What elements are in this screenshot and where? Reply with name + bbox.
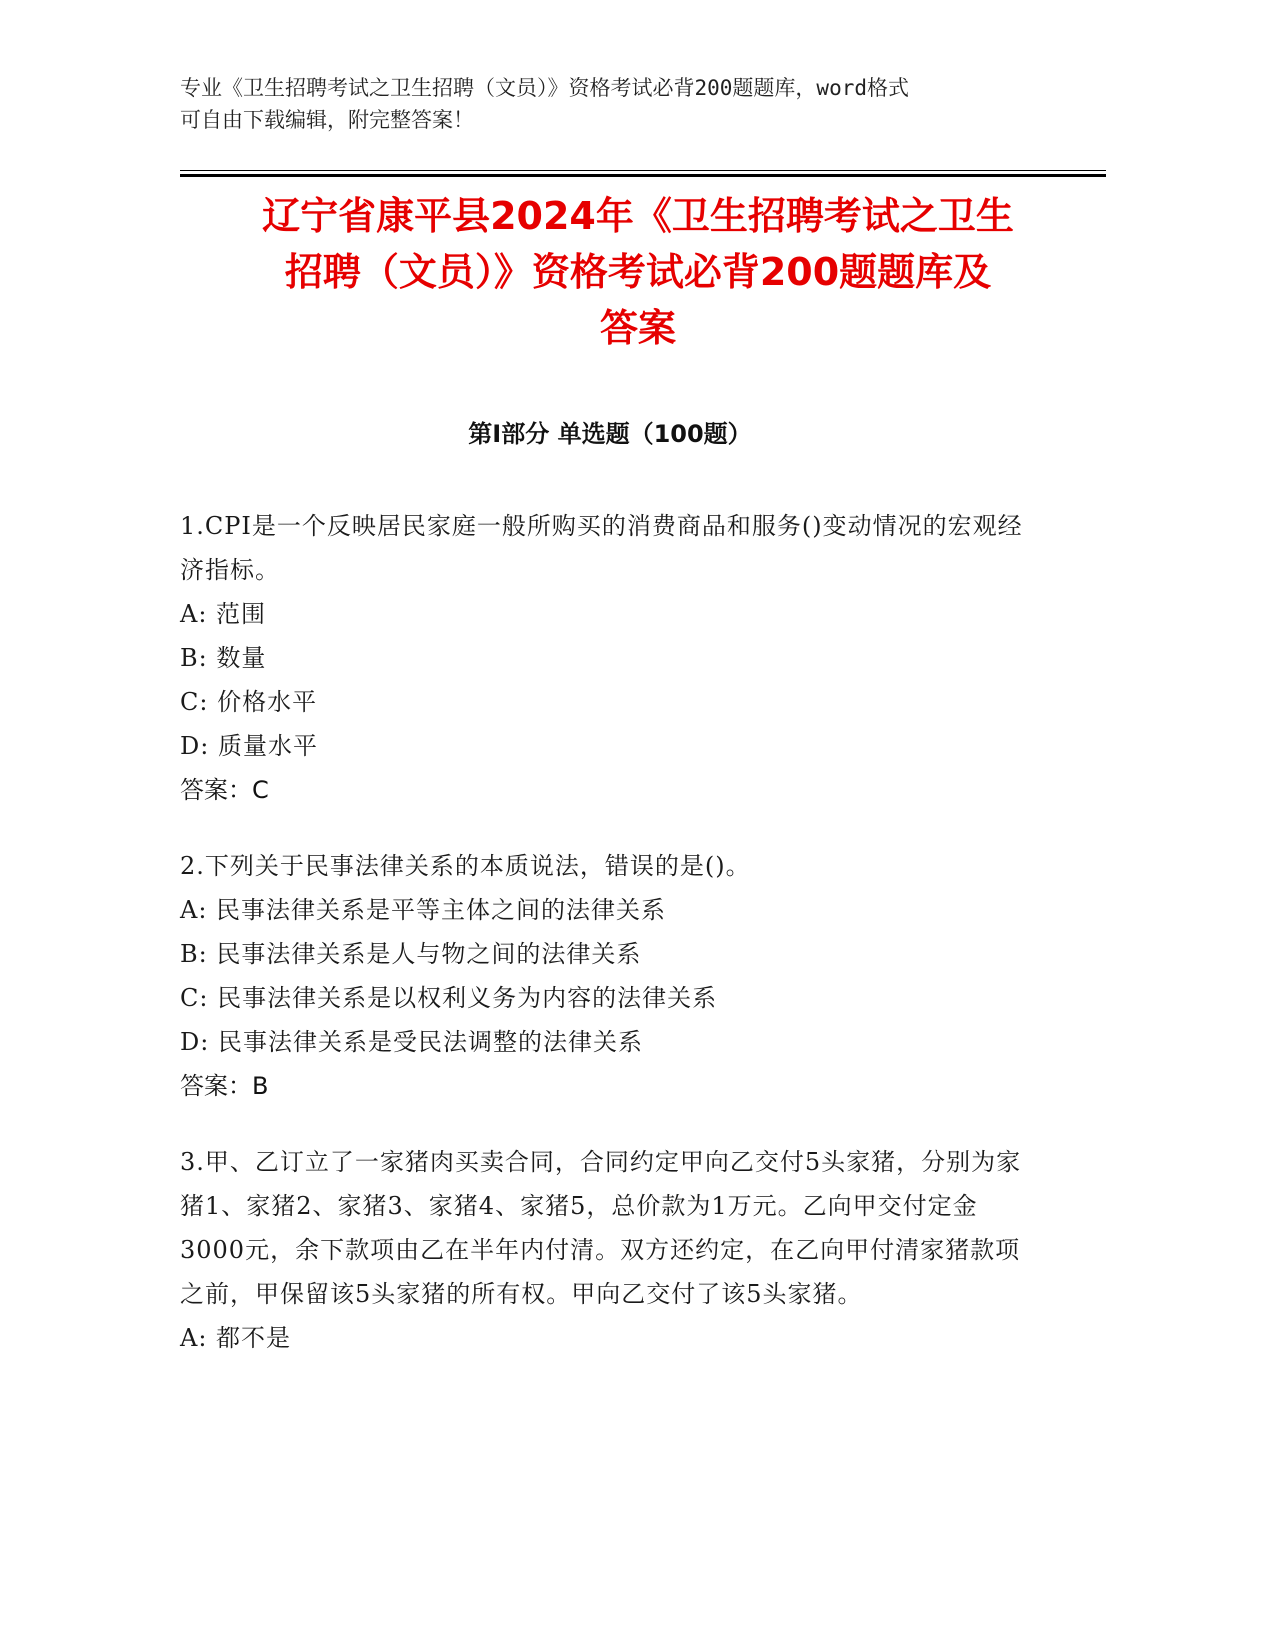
header-divider-thick: [180, 174, 1106, 177]
document-title-line-3: 答案: [599, 306, 676, 350]
header-note-line-1: 专业《卫生招聘考试之卫生招聘（文员）》资格考试必背200题题库，word格式: [180, 76, 909, 100]
option-c: C: 民事法律关系是以权利义务为内容的法律关系: [180, 984, 718, 1012]
section-title: 第Ⅰ部分 单选题（100题）: [468, 420, 752, 448]
option-c: C: 价格水平: [180, 688, 318, 716]
option-a: A: 民事法律关系是平等主体之间的法律关系: [180, 896, 667, 924]
question-stem: 2.下列关于民事法律关系的本质说法，错误的是()。: [180, 852, 751, 880]
answer-line: 答案：B: [180, 1072, 269, 1100]
header-note-line-2: 可自由下载编辑，附完整答案！: [180, 108, 474, 132]
document-title: [175, 188, 1101, 356]
option-a: A: 范围: [180, 600, 267, 628]
document-title-line-1: 辽宁省康平县2024年《卫生招聘考试之卫生: [262, 194, 1014, 238]
question-2: [180, 844, 1040, 1108]
option-a: A: 都不是: [180, 1324, 292, 1352]
question-stem: 1.CPI是一个反映居民家庭一般所购买的消费商品和服务()变动情况的宏观经济指标。: [180, 512, 1023, 584]
question-list: [180, 504, 1040, 1392]
option-b: B: 数量: [180, 644, 267, 672]
header-note: [180, 72, 1060, 136]
answer-line: 答案：C: [180, 776, 269, 804]
header-divider-thin: [180, 170, 1106, 171]
question-1: [180, 504, 1040, 812]
question-3: [180, 1140, 1040, 1360]
option-d: D: 民事法律关系是受民法调整的法律关系: [180, 1028, 643, 1056]
document-title-line-2: 招聘（文员）》资格考试必背200题题库及: [284, 250, 992, 294]
option-b: B: 民事法律关系是人与物之间的法律关系: [180, 940, 642, 968]
question-stem: 3.甲、乙订立了一家猪肉买卖合同，合同约定甲向乙交付5头家猪，分别为家猪1、家猪2、家猪3、家猪4、家猪5，总价款为1万元。乙向甲交付定金3000元，余下款项由乙在半年内付清。双方还约定，在乙向甲付清家猪款项之前，甲保留该5头家猪的所有权。甲向乙交付了该5头家猪。: [180, 1148, 1022, 1308]
option-d: D: 质量水平: [180, 732, 318, 760]
